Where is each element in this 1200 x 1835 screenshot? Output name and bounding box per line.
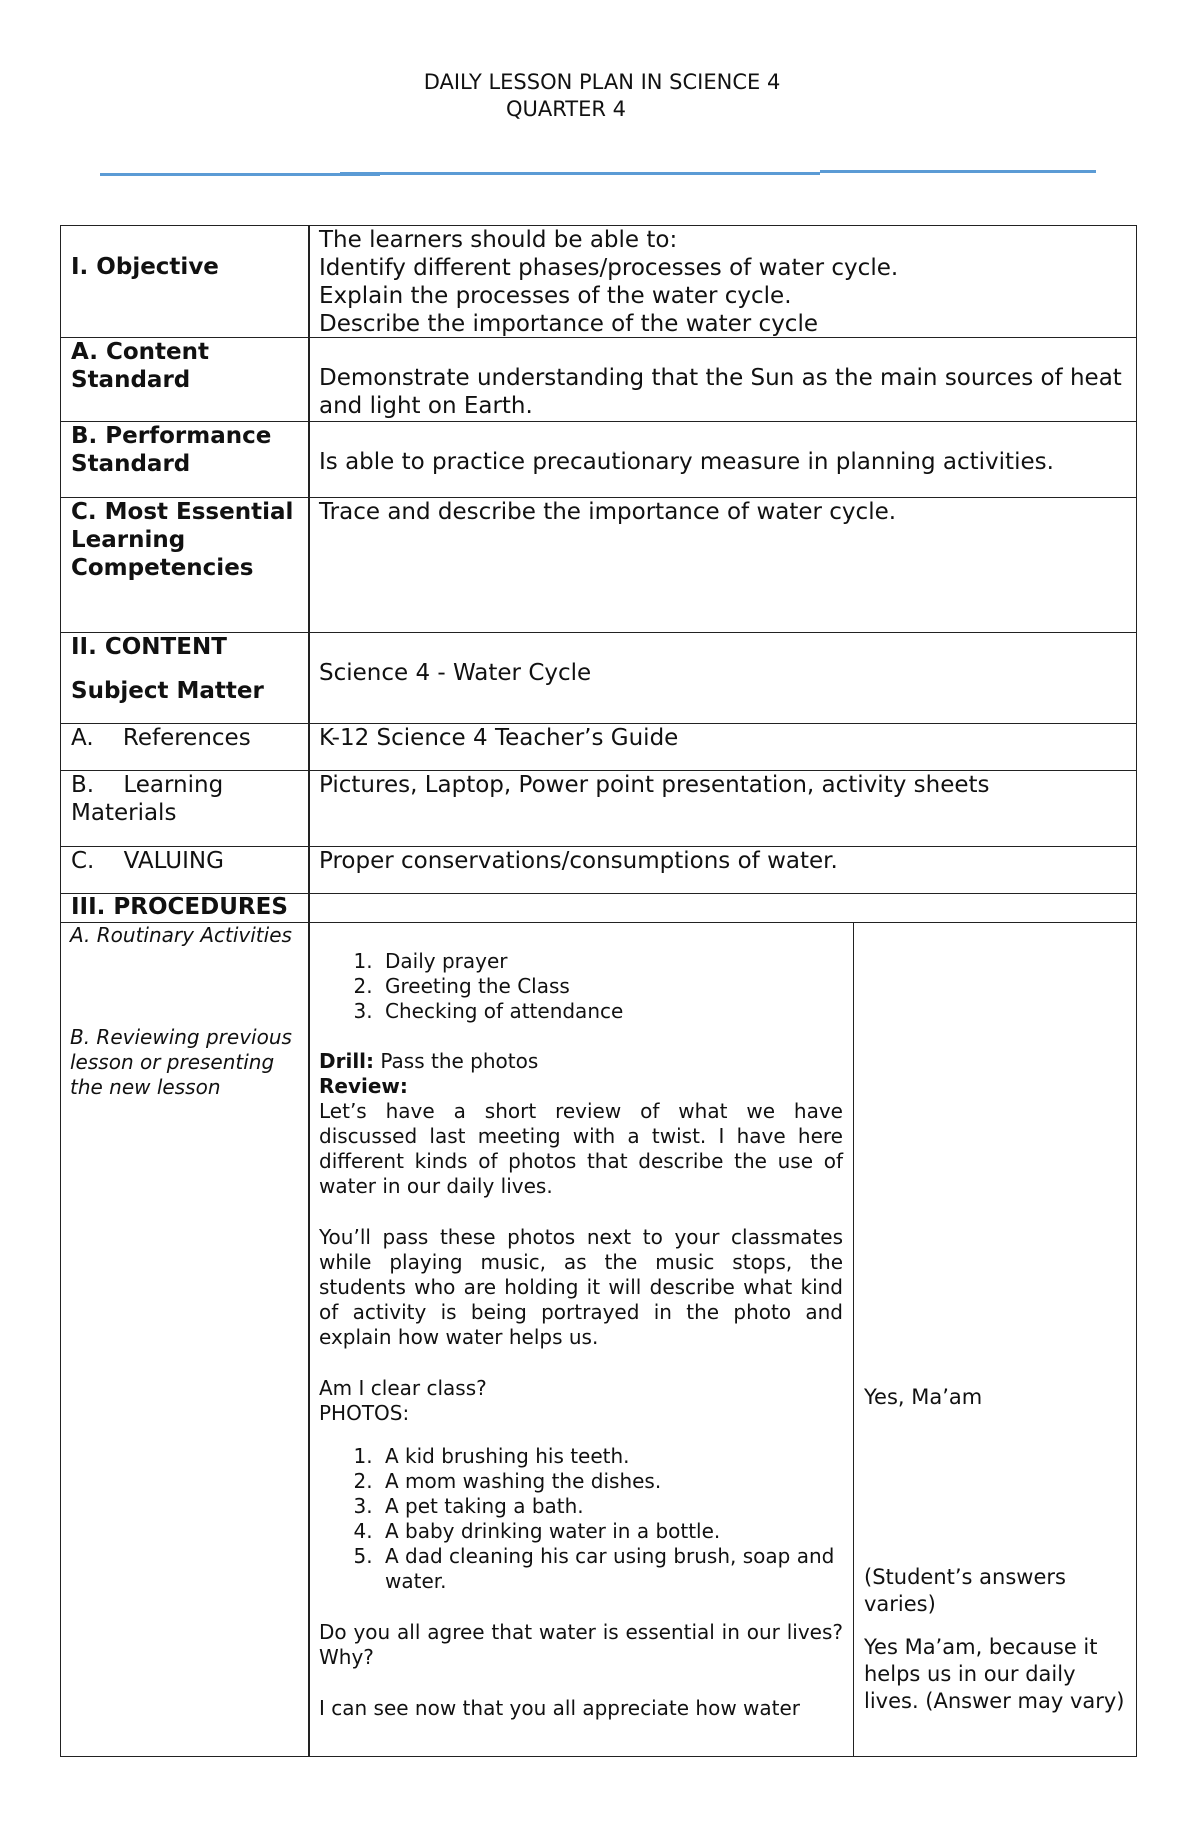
appreciate-text: I can see now that you all appreciate how water [319,1696,801,1720]
photo-item: 4. A baby drinking water in a bottle. [379,1519,843,1544]
valuing-content [308,846,1137,894]
references-content [308,723,1137,771]
document-quarter: QUARTER 4 [505,97,627,121]
melc-label-text: C. Most Essential Learning Competencies [71,499,294,581]
procedures-label-text: III. PROCEDURES [71,894,288,920]
clear-text: Am I clear class? [319,1376,487,1400]
objective-intro: The learners should be able to: [319,227,678,253]
routine-item: 1. Daily prayer [379,949,843,974]
references-label-text: A. References [71,725,251,751]
valuing-text: Proper conservations/consumptions of water. [319,848,838,874]
drill-label: Drill: [319,1049,375,1073]
materials-content [308,770,1137,847]
content-content [308,632,1137,724]
objective-item: Describe the importance of the water cycle [319,311,818,337]
photos-label: PHOTOS: [319,1401,410,1425]
performance-standard-content [308,421,1137,498]
pass-text: You’ll pass these photos next to your classmates while playing music, as the music stops, the students who are holding it will describe what kind of activity is being portrayed in the photo and explain how water helps us. [319,1225,843,1349]
materials-text: Pictures, Laptop, Power point presentation, activity sheets [319,772,990,798]
content-standard-text: Demonstrate understanding that the Sun as the main sources of heat and light on Earth. [319,365,1122,419]
agree-text: Do you all agree that water is essential in our lives? Why? [319,1620,843,1669]
performance-standard-label-text: B. Performance Standard [71,423,272,477]
header-rule [820,170,1096,173]
student-because: Yes Ma’am, because it helps us in our daily lives. (Answer may vary) [864,1635,1125,1713]
references-text: K-12 Science 4 Teacher’s Guide [319,725,679,751]
objective-label-text: I. Objective [71,254,219,280]
valuing-label [60,846,310,894]
performance-standard-text: Is able to practice precautionary measure in planning activities. [319,449,1054,475]
document-title: DAILY LESSON PLAN IN SCIENCE 4 [423,70,781,94]
drill-line [319,1049,843,1074]
header-rule [100,173,380,176]
content-standard-content [308,337,1137,422]
content-label [60,632,310,724]
procedures-left [60,922,310,1757]
content-standard-label [60,337,310,422]
photo-item: 2. A mom washing the dishes. [379,1469,843,1494]
objective-item: Explain the processes of the water cycle. [319,283,792,309]
photo-item: 3. A pet taking a bath. [379,1494,843,1519]
objective-label [60,225,310,338]
header-rule [340,172,820,175]
content-standard-label-text: A. Content Standard [71,339,209,393]
procedures-label [60,893,310,923]
photo-item: 1. A kid brushing his teeth. [379,1444,843,1469]
routine-item: 2. Greeting the Class [379,974,843,999]
melc-content [308,497,1137,633]
photos-list [319,1444,843,1594]
routinary-label: A. Routinary Activities [70,923,292,947]
objective-item: Identify different phases/processes of water cycle. [319,255,899,281]
content-label-2: Subject Matter [71,678,264,704]
procedures-header-blank [308,893,1137,923]
procedures-student [853,922,1137,1757]
review-text: Let’s have a short review of what we have discussed last meeting with a twist. I have here different kinds of photos that describe the use of water in our daily lives. [319,1099,843,1198]
content-text: Science 4 - Water Cycle [319,660,592,686]
content-label-1: II. CONTENT [71,634,227,660]
student-answers: (Student’s answers varies) [864,1565,1066,1616]
reviewing-label: B. Reviewing previous lesson or presenting the new lesson [70,1025,292,1099]
materials-label-text: B. Learning Materials [71,772,231,826]
performance-standard-label [60,421,310,498]
materials-label [60,770,310,847]
references-label [60,723,310,771]
drill-text: Pass the photos [374,1049,539,1073]
valuing-label-text: C. VALUING [71,848,224,874]
student-yes: Yes, Ma’am [864,1385,983,1409]
photo-item: 5. A dad cleaning his car using brush, soap and water. [379,1544,843,1594]
routine-list [319,949,843,1024]
procedures-teacher [308,922,854,1757]
melc-text: Trace and describe the importance of water cycle. [319,499,897,525]
melc-label [60,497,310,633]
objective-content [308,225,1137,338]
review-label: Review: [319,1074,408,1098]
routine-item: 3. Checking of attendance [379,999,843,1024]
